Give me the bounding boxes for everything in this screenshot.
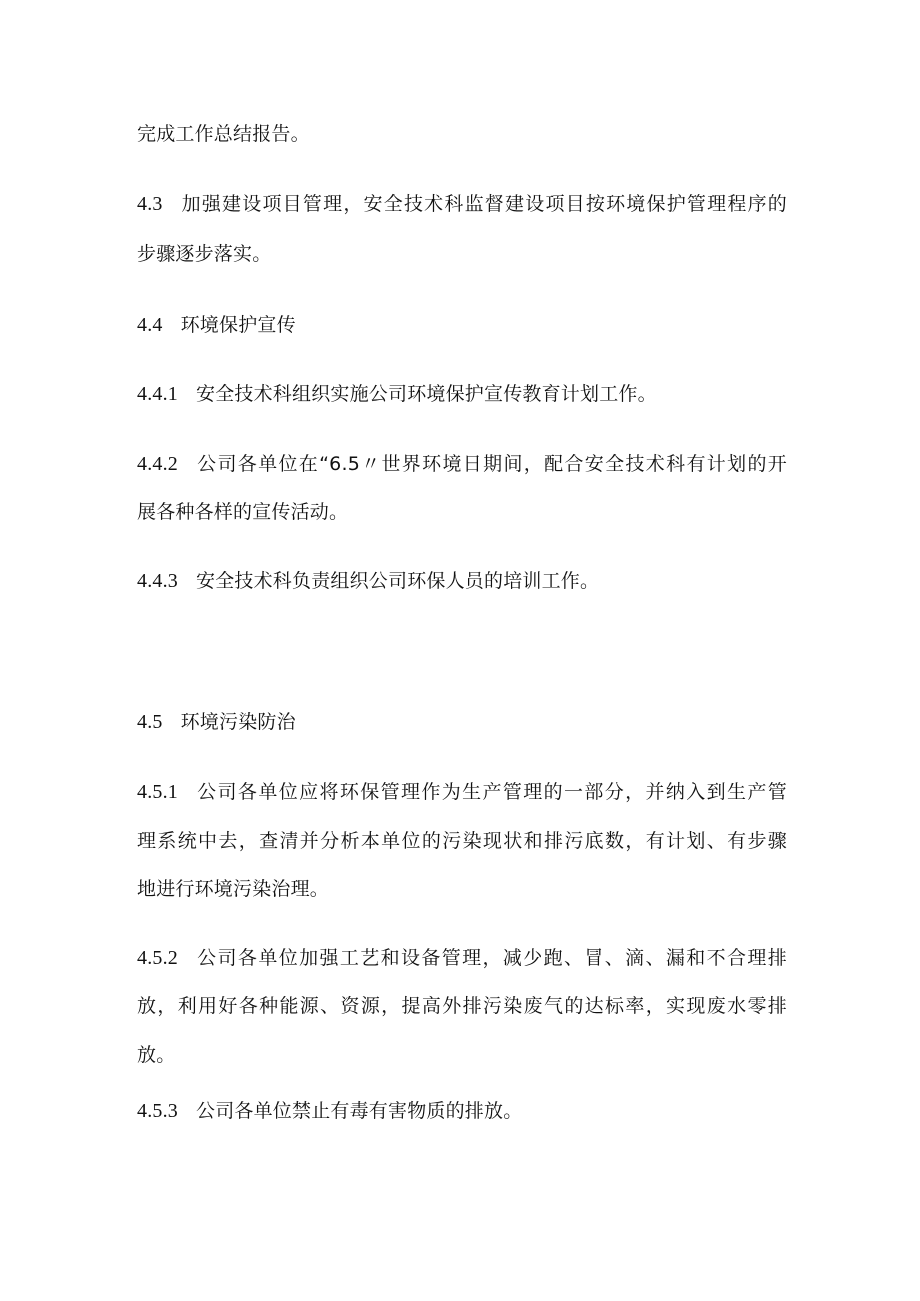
line-text: 公司各单位加强工艺和设备管理，减少跑、冒、滴、漏和不合理排 [196, 947, 787, 969]
section-heading-4-4 [137, 313, 787, 337]
line-text: 地进行环境污染治理。 [137, 878, 330, 900]
clause-4-3 [137, 192, 787, 216]
clause-4-5-2 [137, 946, 787, 970]
clause-number: 4.5.2 [137, 947, 178, 969]
line-text: 加强建设项目管理，安全技术科监督建设项目按环境保护管理程序的 [180, 193, 787, 215]
clause-number: 4.4 [137, 314, 163, 336]
line-text: 放，利用好各种能源、资源，提高外排污染废气的达标率，实现废水零排 [137, 995, 787, 1017]
heading-text: 环境污染防治 [180, 711, 296, 733]
text-line [137, 994, 787, 1018]
line-text: 公司各单位应将环保管理作为生产管理的一部分，并纳入到生产管 [196, 781, 787, 803]
heading-text: 环境保护宣传 [180, 314, 296, 336]
section-heading-4-5 [137, 710, 787, 734]
line-text: 放。 [137, 1044, 176, 1066]
clause-4-4-2 [137, 452, 787, 476]
text-line [137, 1043, 787, 1067]
text-line [137, 877, 787, 901]
line-text: 安全技术科负责组织公司环保人员的培训工作。 [196, 570, 600, 592]
text-line [137, 242, 787, 266]
text-line [137, 500, 787, 524]
clause-number: 4.4.1 [137, 383, 178, 405]
clause-number: 4.4.2 [137, 453, 178, 475]
clause-number: 4.5.3 [137, 1100, 178, 1122]
clause-number: 4.5 [137, 711, 163, 733]
clause-number: 4.3 [137, 193, 163, 215]
clause-number: 4.5.1 [137, 781, 178, 803]
line-text: 安全技术科组织实施公司环境保护宣传教育计划工作。 [196, 383, 657, 405]
clause-4-4-3 [137, 569, 787, 593]
text-line [137, 829, 787, 853]
clause-4-5-3 [137, 1099, 787, 1123]
text-line [137, 122, 787, 146]
line-text: 步骤逐步落实。 [137, 243, 272, 265]
clause-number: 4.4.3 [137, 570, 178, 592]
line-text: 理系统中去，查清并分析本单位的污染现状和排污底数，有计划、有步骤 [137, 830, 787, 852]
line-text: 公司各单位在“6.5〃世界环境日期间，配合安全技术科有计划的开 [196, 453, 787, 475]
line-text: 完成工作总结报告。 [137, 123, 310, 145]
clause-4-5-1 [137, 780, 787, 804]
clause-4-4-1 [137, 382, 787, 406]
line-text: 公司各单位禁止有毒有害物质的排放。 [196, 1100, 523, 1122]
line-text: 展各种各样的宣传活动。 [137, 501, 349, 523]
